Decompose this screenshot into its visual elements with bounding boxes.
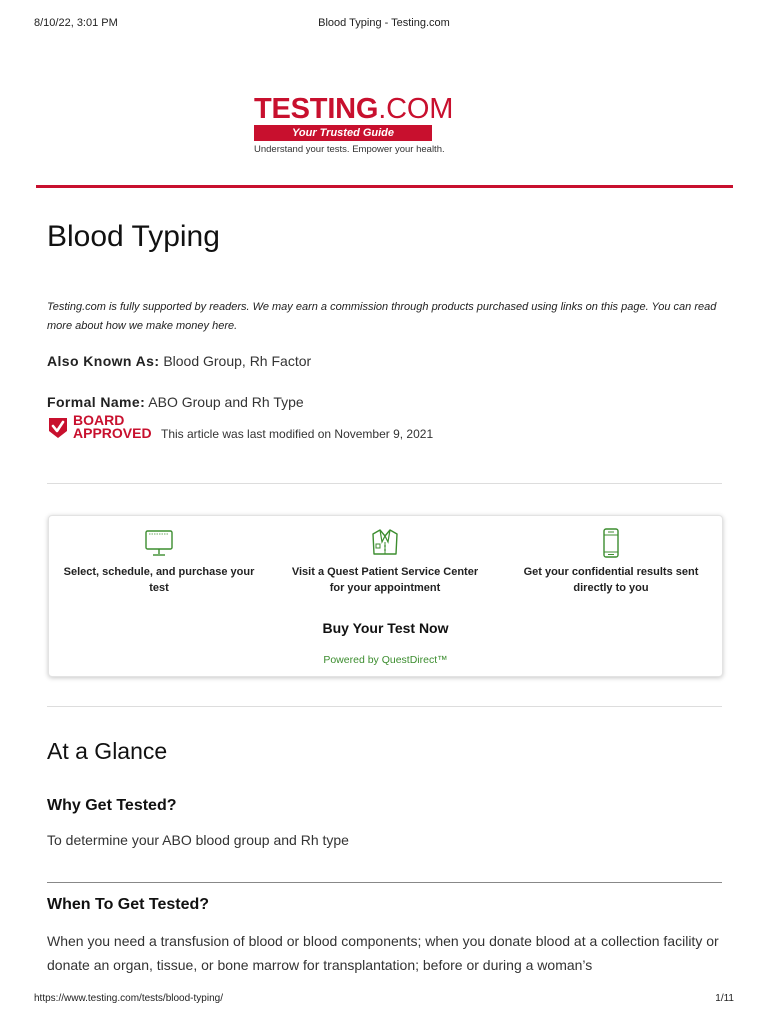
print-page-number: 1/11 <box>715 993 734 1004</box>
print-header <box>0 17 768 33</box>
print-footer <box>0 993 768 1009</box>
checkmark-badge-icon <box>47 416 69 440</box>
logo-wordmark: TESTING.COM <box>254 93 454 125</box>
step-purchase <box>59 528 259 596</box>
buy-test-button[interactable]: Buy Your Test Now <box>322 620 449 636</box>
step-purchase-text: Select, schedule, and purchase your test <box>63 566 255 594</box>
formal-value: ABO Group and Rh Type <box>148 394 304 410</box>
print-title: Blood Typing - Testing.com <box>318 17 450 29</box>
logo-tagline: Understand your tests. Empower your health. <box>254 144 445 155</box>
board-approved-label: BOARD APPROVED <box>73 412 152 441</box>
logo-band: Your Trusted Guide <box>254 125 432 141</box>
step-results-text: Get your confidential results sent directly to you <box>523 566 699 594</box>
aka-value: Blood Group, Rh Factor <box>163 353 312 369</box>
page-title: Blood Typing <box>47 220 220 253</box>
when-to-get-tested-text: When you need a transfusion of blood or blood components; when you donate blood at a collection facility or donate an organ, tissue, or bone marrow for transplantation; before or during a woman’s <box>47 933 719 973</box>
step-results <box>511 528 711 596</box>
section-divider <box>47 706 722 707</box>
powered-by-link[interactable]: Powered by QuestDirect™ <box>323 654 448 666</box>
board-approved-row <box>47 414 507 444</box>
header-divider <box>36 185 733 188</box>
site-logo[interactable] <box>254 93 454 155</box>
print-date: 8/10/22, 3:01 PM <box>34 17 118 29</box>
last-modified: This article was last modified on November 9, 2021 <box>161 427 434 441</box>
step-visit-text: Visit a Quest Patient Service Center for your appointment <box>291 566 479 594</box>
print-url: https://www.testing.com/tests/blood-typing/ <box>34 993 223 1004</box>
formal-label: Formal Name: <box>47 394 146 410</box>
also-known-as <box>47 353 311 369</box>
why-get-tested-text: To determine your ABO blood group and Rh type <box>47 832 349 848</box>
affiliate-disclaimer: Testing.com is fully supported by readers. We may earn a commission through products purchased using links on this page. You can read more about how we make money here. <box>47 301 717 332</box>
at-a-glance-heading: At a Glance <box>47 738 168 764</box>
step-visit <box>285 528 485 596</box>
faq-divider <box>47 882 722 883</box>
when-to-get-tested-heading: When To Get Tested? <box>47 896 210 913</box>
aka-label: Also Known As: <box>47 353 160 369</box>
buy-test-card[interactable] <box>48 515 723 677</box>
lab-coat-icon <box>370 528 400 558</box>
formal-name <box>47 394 304 410</box>
why-get-tested-heading: Why Get Tested? <box>47 797 177 814</box>
section-divider <box>47 483 722 484</box>
monitor-icon <box>144 528 174 558</box>
phone-icon <box>596 528 626 558</box>
